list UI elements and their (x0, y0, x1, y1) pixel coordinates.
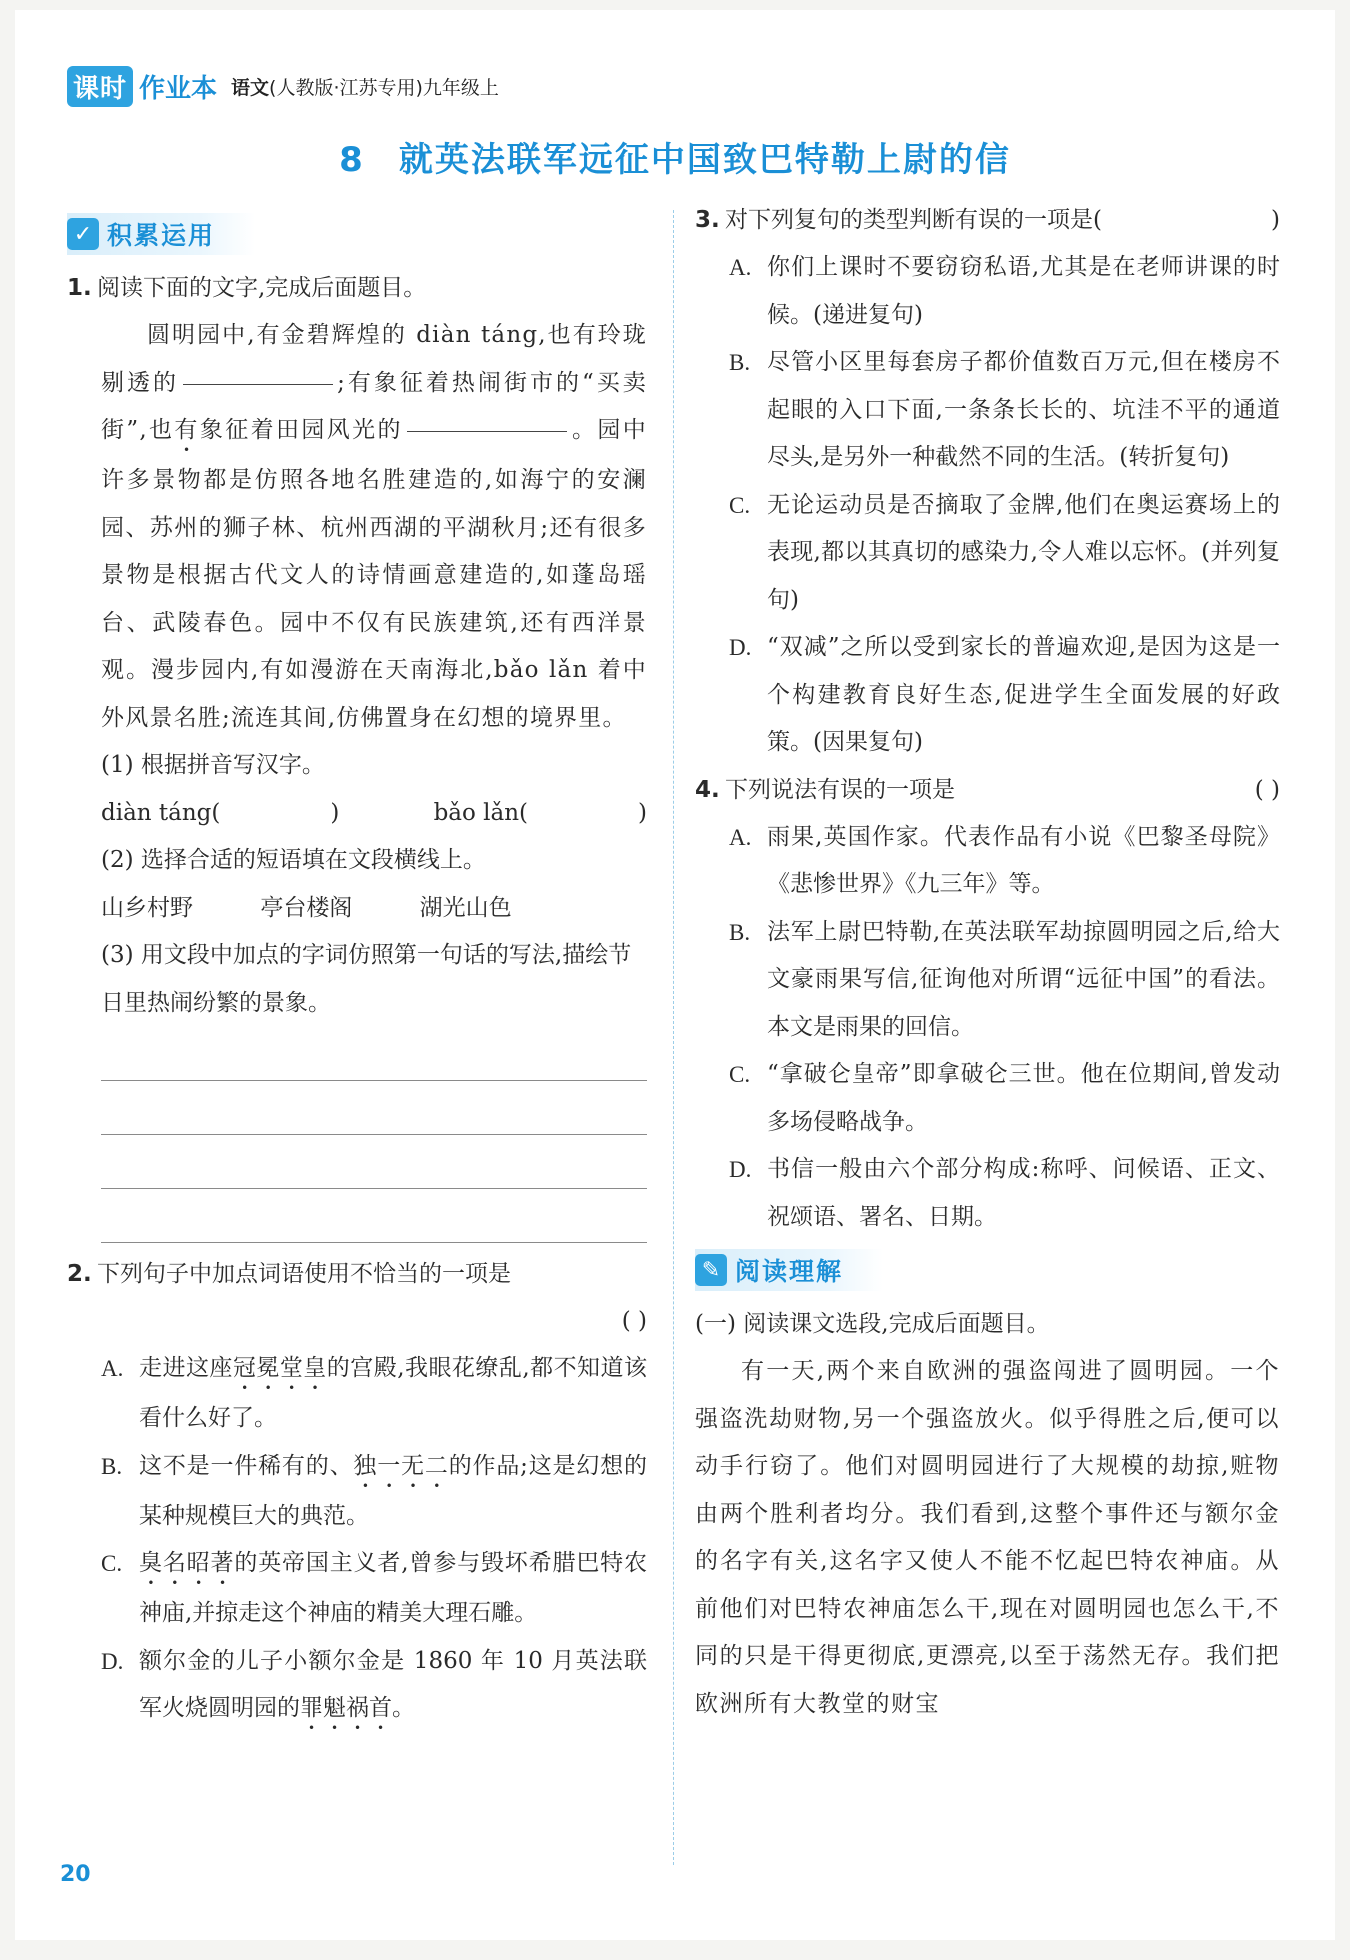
answer-paren[interactable]: ) (1271, 207, 1280, 233)
pinyin-item-1[interactable] (101, 790, 339, 838)
pinyin-text: diàn táng( (101, 799, 221, 826)
section-label: 积累运用 (107, 221, 216, 250)
option-letter: A. (729, 255, 752, 280)
answer-line[interactable] (101, 1027, 647, 1081)
lesson-title-text: 就英法联军远征中国致巴特勒上尉的信 (398, 140, 1011, 180)
passage-part: 象征着田园风光的 (199, 417, 403, 443)
option-letter: A. (101, 1356, 124, 1381)
option-text-part: 走进这座 (139, 1355, 233, 1381)
dotted-word: 独一无二 (353, 1452, 449, 1479)
question-3-option-d[interactable] (695, 624, 1280, 767)
answer-paren[interactable]: ( ) (621, 1308, 647, 1334)
check-icon: ✓ (67, 218, 99, 250)
option-text: 书信一般由六个部分构成:称呼、问候语、正文、祝颂语、署名、日期。 (767, 1156, 1280, 1230)
option-text-part: 。 (392, 1695, 415, 1721)
question-text: 下列句子中加点词语使用不恰当的一项是 (97, 1261, 511, 1287)
reading-stem: (一) 阅读课文选段,完成后面题目。 (695, 1311, 1050, 1337)
question-1-sub-1: (1) 根据拼音写汉字。 (101, 752, 325, 778)
reading-passage: 有一天,两个来自欧洲的强盗闯进了圆明园。一个强盗洗劫财物,另一个强盗放火。似乎得胜之后,便可以动手行窃了。他们对圆明园进行了大规模的劫掠,赃物由两个胜利者均分。我们看到,这整个事件还与额尔金的名字有关,这名字又使人不能不忆起巴特农神庙。从前他们对巴特农神庙怎么干,现在对圆明园也怎么干,不同的只是干得更彻底,更漂亮,以至于荡然无存。我们把欧洲所有大教堂的财宝 (695, 1358, 1280, 1717)
right-column (695, 205, 1280, 1728)
answer-line[interactable] (101, 1135, 647, 1189)
question-1-passage (67, 312, 647, 742)
question-4-option-c[interactable] (695, 1051, 1280, 1146)
subject-name: 语文 (231, 76, 270, 99)
question-2-option-c[interactable] (67, 1540, 647, 1638)
question-text: 下列说法有误的一项是 (725, 776, 955, 803)
passage-part: 。园中许多景物都是仿照各地名胜建造的,如海宁的安澜园、苏州的狮子林、杭州西湖的平湖秋月;还有很多景物是根据古代文人的诗情画意建造的,如蓬岛瑶台、武陵春色。园中不仅有民族建筑,还有西洋景观。漫步园内,有如漫游在天南海北,bǎo lǎn 着中外风景名胜;流连其间,仿佛置身在幻想的境界里。 (101, 417, 648, 731)
option-text: “拿破仑皇帝”即拿破仑三世。他在位期间,曾发动多场侵略战争。 (767, 1061, 1280, 1135)
dotted-word: 冠冕堂皇 (232, 1355, 327, 1381)
option-letter: C. (729, 1062, 751, 1087)
pinyin-text: bǎo lǎn( (433, 799, 529, 826)
option-letter: D. (101, 1648, 124, 1674)
phrase-option: 山乡村野 (101, 894, 193, 921)
option-letter: B. (101, 1453, 123, 1479)
pinyin-answer-row (67, 790, 647, 838)
dotted-word: 有 (174, 417, 200, 443)
pencil-icon: ✎ (695, 1254, 727, 1286)
fill-blank-2[interactable] (407, 430, 567, 432)
column-divider (673, 210, 674, 1865)
question-1-sub-3: (3) 用文段中加点的字词仿照第一句话的写法,描绘节日里热闹纷繁的景象。 (101, 942, 632, 1016)
lesson-title (15, 132, 1335, 181)
question-number: 2. (67, 1261, 92, 1287)
question-4-option-d[interactable] (695, 1146, 1280, 1241)
fill-blank-1[interactable] (183, 383, 333, 385)
phrase-options (67, 885, 647, 933)
option-text (139, 1540, 647, 1638)
question-2-option-b[interactable] (67, 1443, 647, 1541)
option-letter: B. (729, 919, 751, 945)
passage-part: 圆明园中,有金碧辉煌的 diàn táng,也有玲珑剔透的 (101, 322, 647, 396)
question-2-option-d[interactable] (67, 1638, 647, 1736)
paren-close: ) (330, 799, 340, 826)
answer-paren[interactable]: ( ) (1254, 776, 1280, 803)
option-text (139, 1638, 647, 1736)
option-text: 尽管小区里每套房子都价值数百万元,但在楼房不起眼的入口下面,一条条长长的、坑洼不平的通道尽头,是另外一种截然不同的生活。(转折复句) (767, 349, 1280, 470)
subject-edition: (人教版·江苏专用)九年级上 (269, 76, 499, 99)
question-2-option-a[interactable] (67, 1345, 647, 1443)
question-number: 3. (695, 207, 720, 233)
brand-name: 作业本 (139, 73, 218, 104)
pinyin-item-2[interactable] (434, 790, 647, 838)
option-text-part: 的英帝国主义者,曾参与毁坏希腊巴特农神庙,并掠走这个神庙的精美大理石雕。 (139, 1550, 648, 1626)
option-letter: A. (729, 824, 752, 850)
page (15, 10, 1335, 1940)
question-4-stem (695, 767, 1280, 814)
paren-close: ) (638, 799, 647, 826)
question-text: 对下列复句的类型判断有误的一项是( (725, 207, 1102, 233)
phrase-option: 亭台楼阁 (260, 894, 353, 921)
question-number: 1. (67, 275, 92, 301)
option-text: “双减”之所以受到家长的普遍欢迎,是因为这是一个构建教育良好生态,促进学生全面发展的好政策。(因果复句) (767, 634, 1280, 755)
question-number: 4. (695, 776, 720, 803)
question-3-option-a[interactable] (695, 244, 1280, 339)
option-letter: D. (729, 1157, 752, 1182)
question-text: 阅读下面的文字,完成后面题目。 (97, 275, 427, 301)
answer-line[interactable] (101, 1189, 647, 1243)
question-3-option-c[interactable] (695, 482, 1280, 625)
option-text-part: 的宫殿,我眼花缭乱,都不知道该看什么好了。 (139, 1355, 648, 1431)
question-4-option-b[interactable] (695, 909, 1280, 1052)
option-text: 雨果,英国作家。代表作品有小说《巴黎圣母院》《悲惨世界》《九三年》等。 (767, 823, 1280, 897)
question-1-sub-2: (2) 选择合适的短语填在文段横线上。 (101, 847, 486, 873)
option-letter: B. (729, 350, 751, 375)
option-letter: C. (101, 1551, 123, 1576)
option-text-part: 这不是一件稀有的、 (139, 1452, 354, 1479)
option-text-part: 的作品;这是幻想的某种规模巨大的典范。 (139, 1452, 648, 1529)
option-letter: D. (729, 635, 752, 660)
option-text: 你们上课时不要窃窃私语,尤其是在老师讲课的时候。(递进复句) (767, 254, 1280, 328)
option-text: 法军上尉巴特勒,在英法联军劫掠圆明园之后,给大文豪雨果写信,征询他对所谓“远征中国”的看法。本文是雨果的回信。 (767, 918, 1280, 1040)
question-3-option-b[interactable] (695, 339, 1280, 482)
dotted-word: 罪魁祸首 (300, 1695, 392, 1721)
question-4-option-a[interactable] (695, 814, 1280, 909)
option-text (139, 1443, 647, 1541)
section-header-accumulate (67, 213, 255, 255)
question-3-stem (695, 197, 1280, 244)
section-header-reading (695, 1249, 883, 1291)
phrase-option: 湖光山色 (419, 894, 512, 921)
dotted-word: 臭名昭著 (139, 1550, 235, 1576)
subject-info (231, 73, 499, 100)
left-column (67, 205, 647, 1735)
option-letter: C. (729, 492, 751, 518)
logo: 课时 (67, 66, 133, 107)
option-text-part: 额尔金的儿子小额尔金是 1860 年 10 月英法联军火烧圆明园的 (139, 1647, 647, 1721)
option-text (139, 1345, 647, 1443)
question-1-stem (67, 265, 647, 312)
question-2-stem (67, 1251, 647, 1298)
answer-line[interactable] (101, 1081, 647, 1135)
page-number: 20 (60, 1862, 91, 1887)
section-label: 阅读理解 (735, 1257, 844, 1286)
option-text: 无论运动员是否摘取了金牌,他们在奥运赛场上的表现,都以其真切的感染力,令人难以忘怀。(并列复句) (767, 491, 1280, 613)
lesson-number: 8 (339, 140, 365, 180)
header (67, 62, 499, 110)
passage-part: ;有象征着热闹街市的“买卖街”,也 (101, 369, 647, 443)
